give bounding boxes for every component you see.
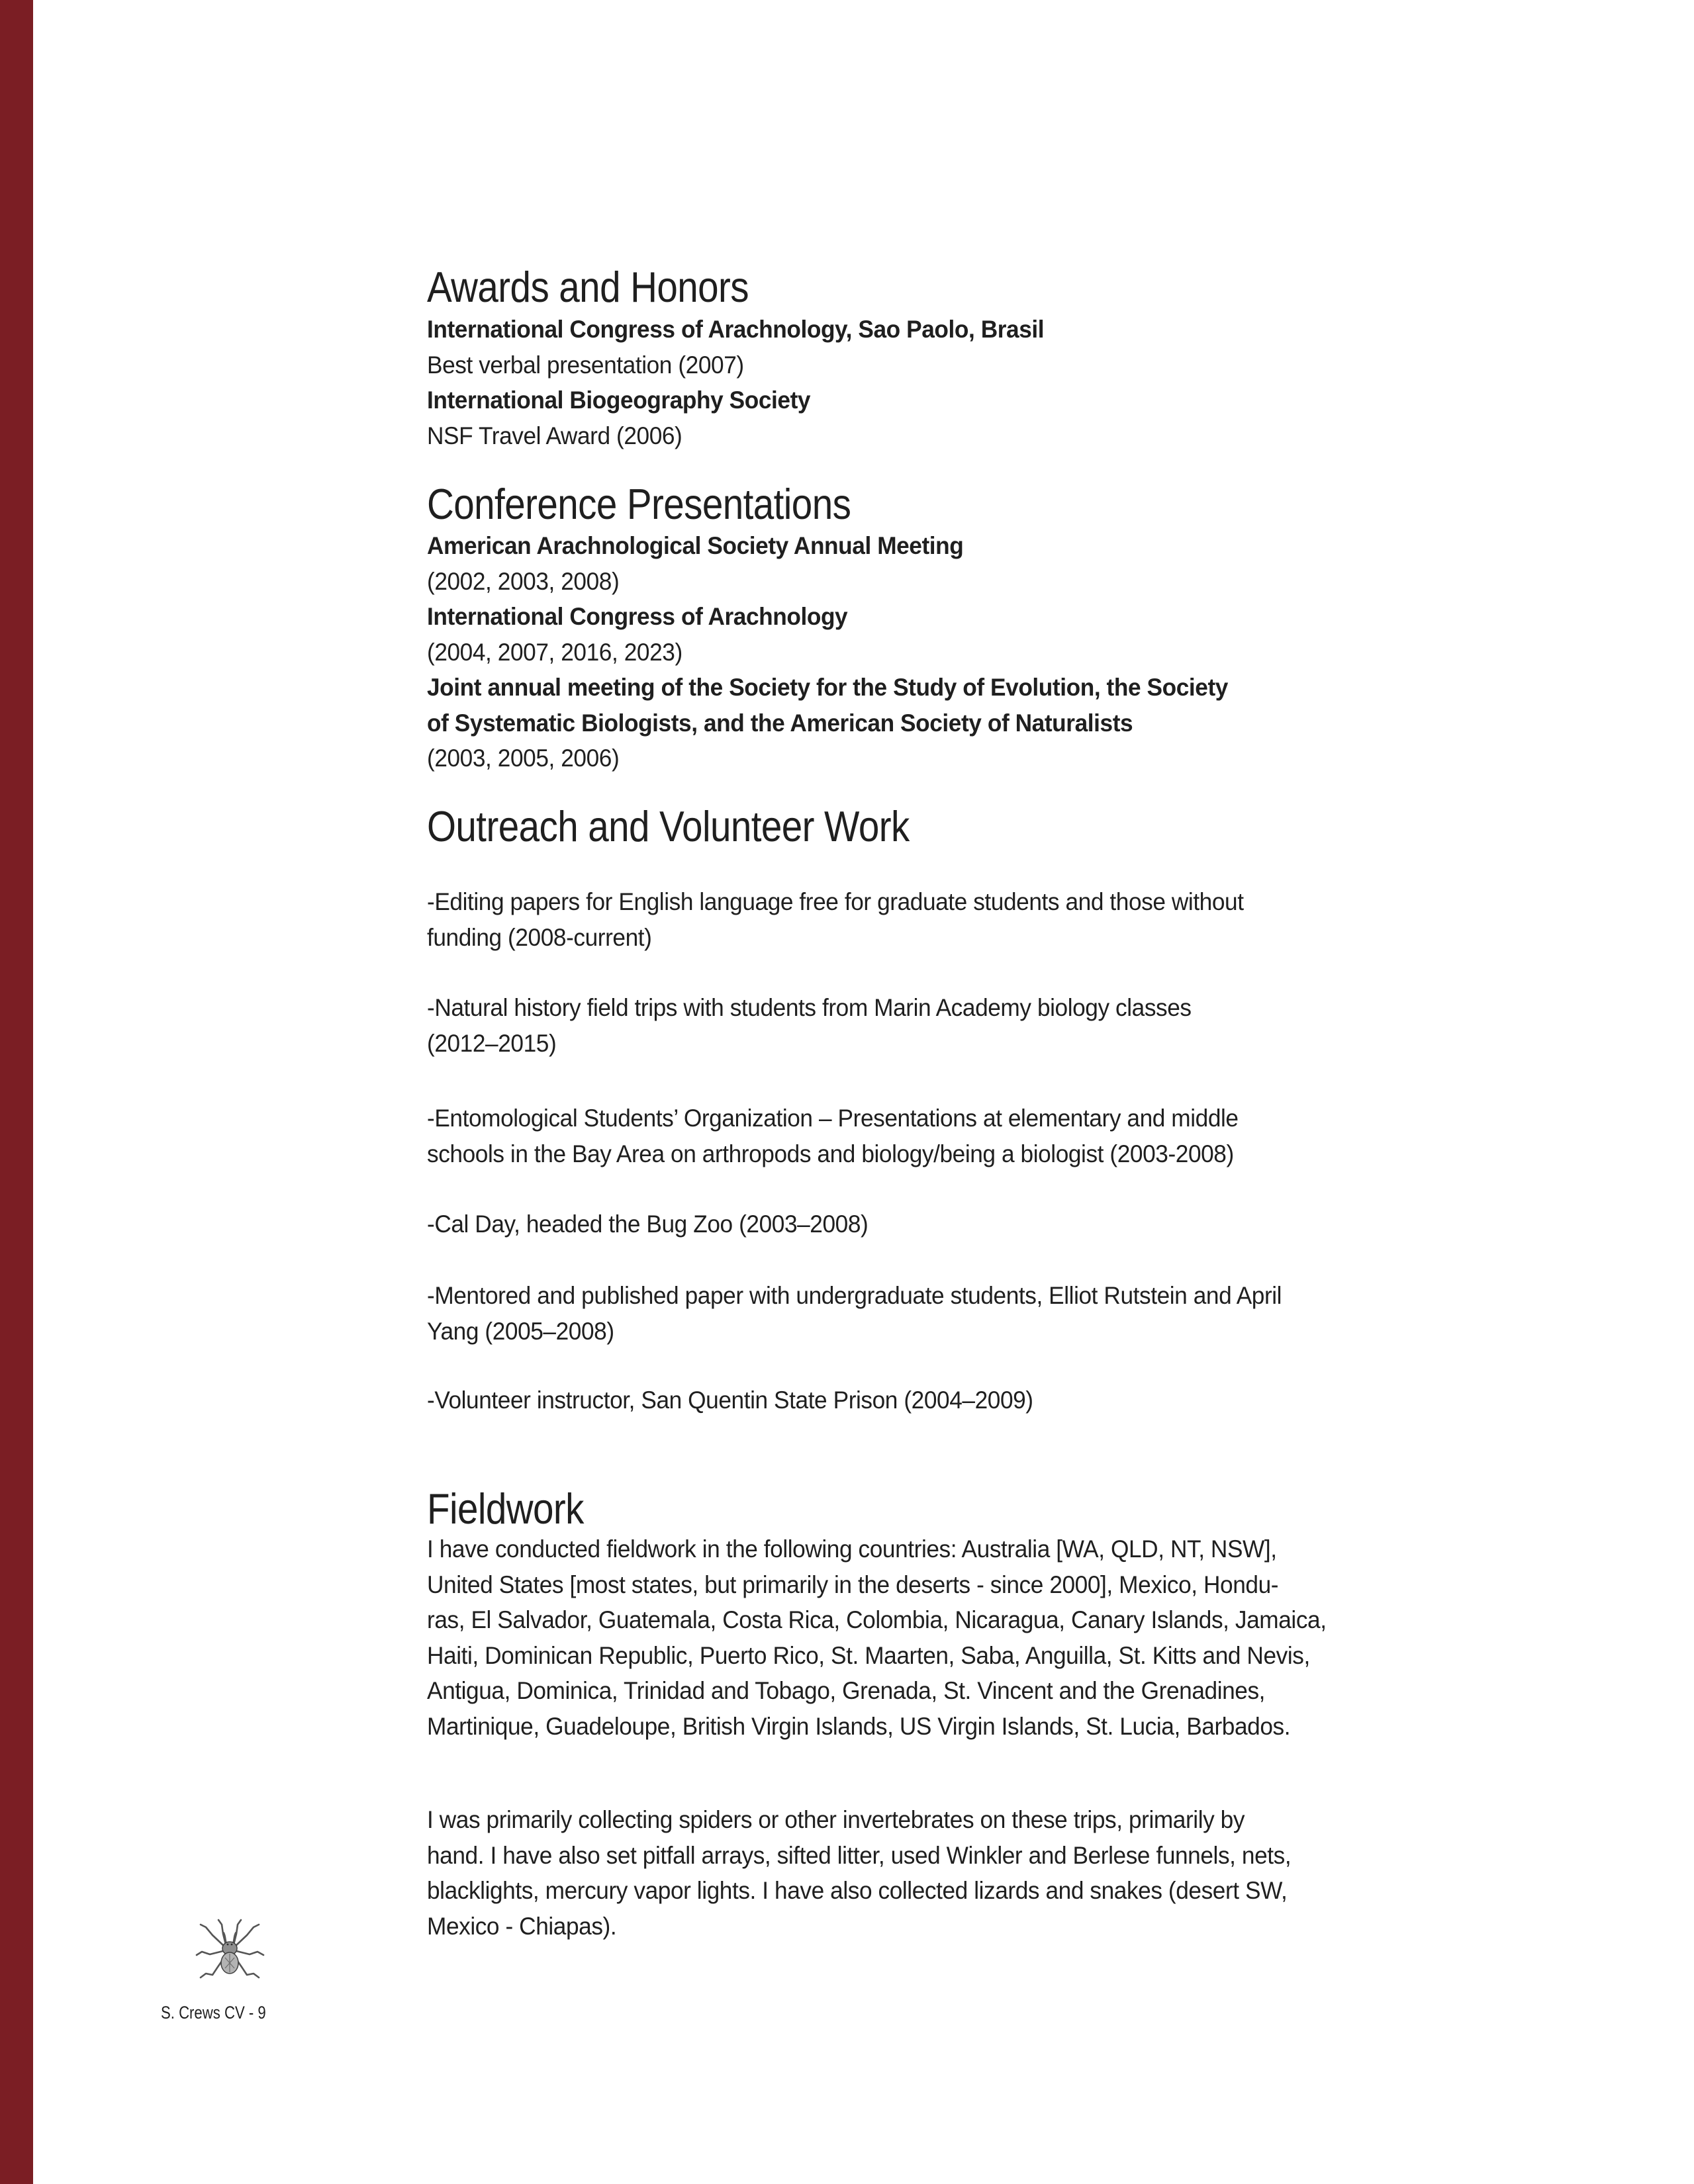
text-line: American Arachnological Society Annual Meeting xyxy=(427,531,964,559)
text-line: International Congress of Arachnology xyxy=(427,602,848,630)
fieldwork-paragraph xyxy=(427,1531,1327,1744)
text-line: -Natural history field trips with students from Marin Academy biology classes xyxy=(427,993,1192,1021)
text-line: -Editing papers for English language free for graduate students and those without xyxy=(427,887,1244,915)
text-line: International Biogeography Society xyxy=(427,386,811,414)
text-line: -Volunteer instructor, San Quentin State Prison (2004–2009) xyxy=(427,1386,1033,1414)
text-line: Best verbal presentation (2007) xyxy=(427,350,744,379)
section-awards-lines xyxy=(427,312,1044,453)
page-number-label: S. Crews CV - 9 xyxy=(161,2003,266,2023)
text-line: (2012–2015) xyxy=(427,1028,557,1057)
fieldwork-paragraph xyxy=(427,1802,1291,1944)
text-line: -Entomological Students’ Organization – Presentations at elementary and middle xyxy=(427,1104,1239,1132)
outreach-item xyxy=(427,1101,1239,1171)
text-line: of Systematic Biologists, and the American Society of Naturalists xyxy=(427,708,1133,737)
text-line: Yang (2005–2008) xyxy=(427,1316,614,1345)
text-line: (2004, 2007, 2016, 2023) xyxy=(427,637,682,666)
text-line: -Cal Day, headed the Bug Zoo (2003–2008) xyxy=(427,1210,869,1238)
text-line: (2002, 2003, 2008) xyxy=(427,567,620,595)
text-line: I have conducted fieldwork in the following countries: Australia [WA, QLD, NT, NSW], xyxy=(427,1535,1277,1563)
section-heading-fieldwork: Fieldwork xyxy=(427,1484,584,1533)
page-edge-stripe xyxy=(0,0,33,2184)
text-line: ras, El Salvador, Guatemala, Costa Rica, Colombia, Nicaragua, Canary Islands, Jamaica, xyxy=(427,1606,1327,1633)
text-line: Mexico - Chiapas). xyxy=(427,1911,617,1940)
section-heading-outreach: Outreach and Volunteer Work xyxy=(427,802,910,850)
outreach-item xyxy=(427,884,1244,955)
text-line: funding (2008-current) xyxy=(427,923,652,951)
text-line: schools in the Bay Area on arthropods and biology/being a biologist (2003-2008) xyxy=(427,1139,1234,1167)
outreach-item xyxy=(427,990,1192,1061)
text-line: NSF Travel Award (2006) xyxy=(427,421,682,449)
text-line: Haiti, Dominican Republic, Puerto Rico, St. Maarten, Saba, Anguilla, St. Kitts and Nevis, xyxy=(427,1641,1310,1669)
text-line: (2003, 2005, 2006) xyxy=(427,744,620,772)
text-line: blacklights, mercury vapor lights. I have also collected lizards and snakes (desert SW, xyxy=(427,1876,1288,1904)
section-heading-conference: Conference Presentations xyxy=(427,480,851,528)
outreach-item xyxy=(427,1206,868,1242)
section-conference-lines xyxy=(427,528,1228,776)
text-line: Antigua, Dominica, Trinidad and Tobago, Grenada, St. Vincent and the Grenadines, xyxy=(427,1676,1266,1704)
text-line: I was primarily collecting spiders or other invertebrates on these trips, primarily by xyxy=(427,1805,1245,1833)
text-line: Joint annual meeting of the Society for the Study of Evolution, the Society xyxy=(427,673,1228,701)
text-line: United States [most states, but primarily in the deserts - since 2000], Mexico, Hondu- xyxy=(427,1570,1279,1598)
outreach-item xyxy=(427,1278,1282,1349)
spider-icon xyxy=(195,1918,265,1992)
text-line: International Congress of Arachnology, Sao Paolo, Brasil xyxy=(427,315,1045,343)
text-line: -Mentored and published paper with undergraduate students, Elliot Rutstein and April xyxy=(427,1281,1282,1309)
text-line: Martinique, Guadeloupe, British Virgin Islands, US Virgin Islands, St. Lucia, Barbados. xyxy=(427,1711,1291,1740)
outreach-item xyxy=(427,1383,1033,1418)
section-heading-awards: Awards and Honors xyxy=(427,263,749,311)
text-line: hand. I have also set pitfall arrays, sifted litter, used Winkler and Berlese funnels, nets, xyxy=(427,1841,1292,1869)
